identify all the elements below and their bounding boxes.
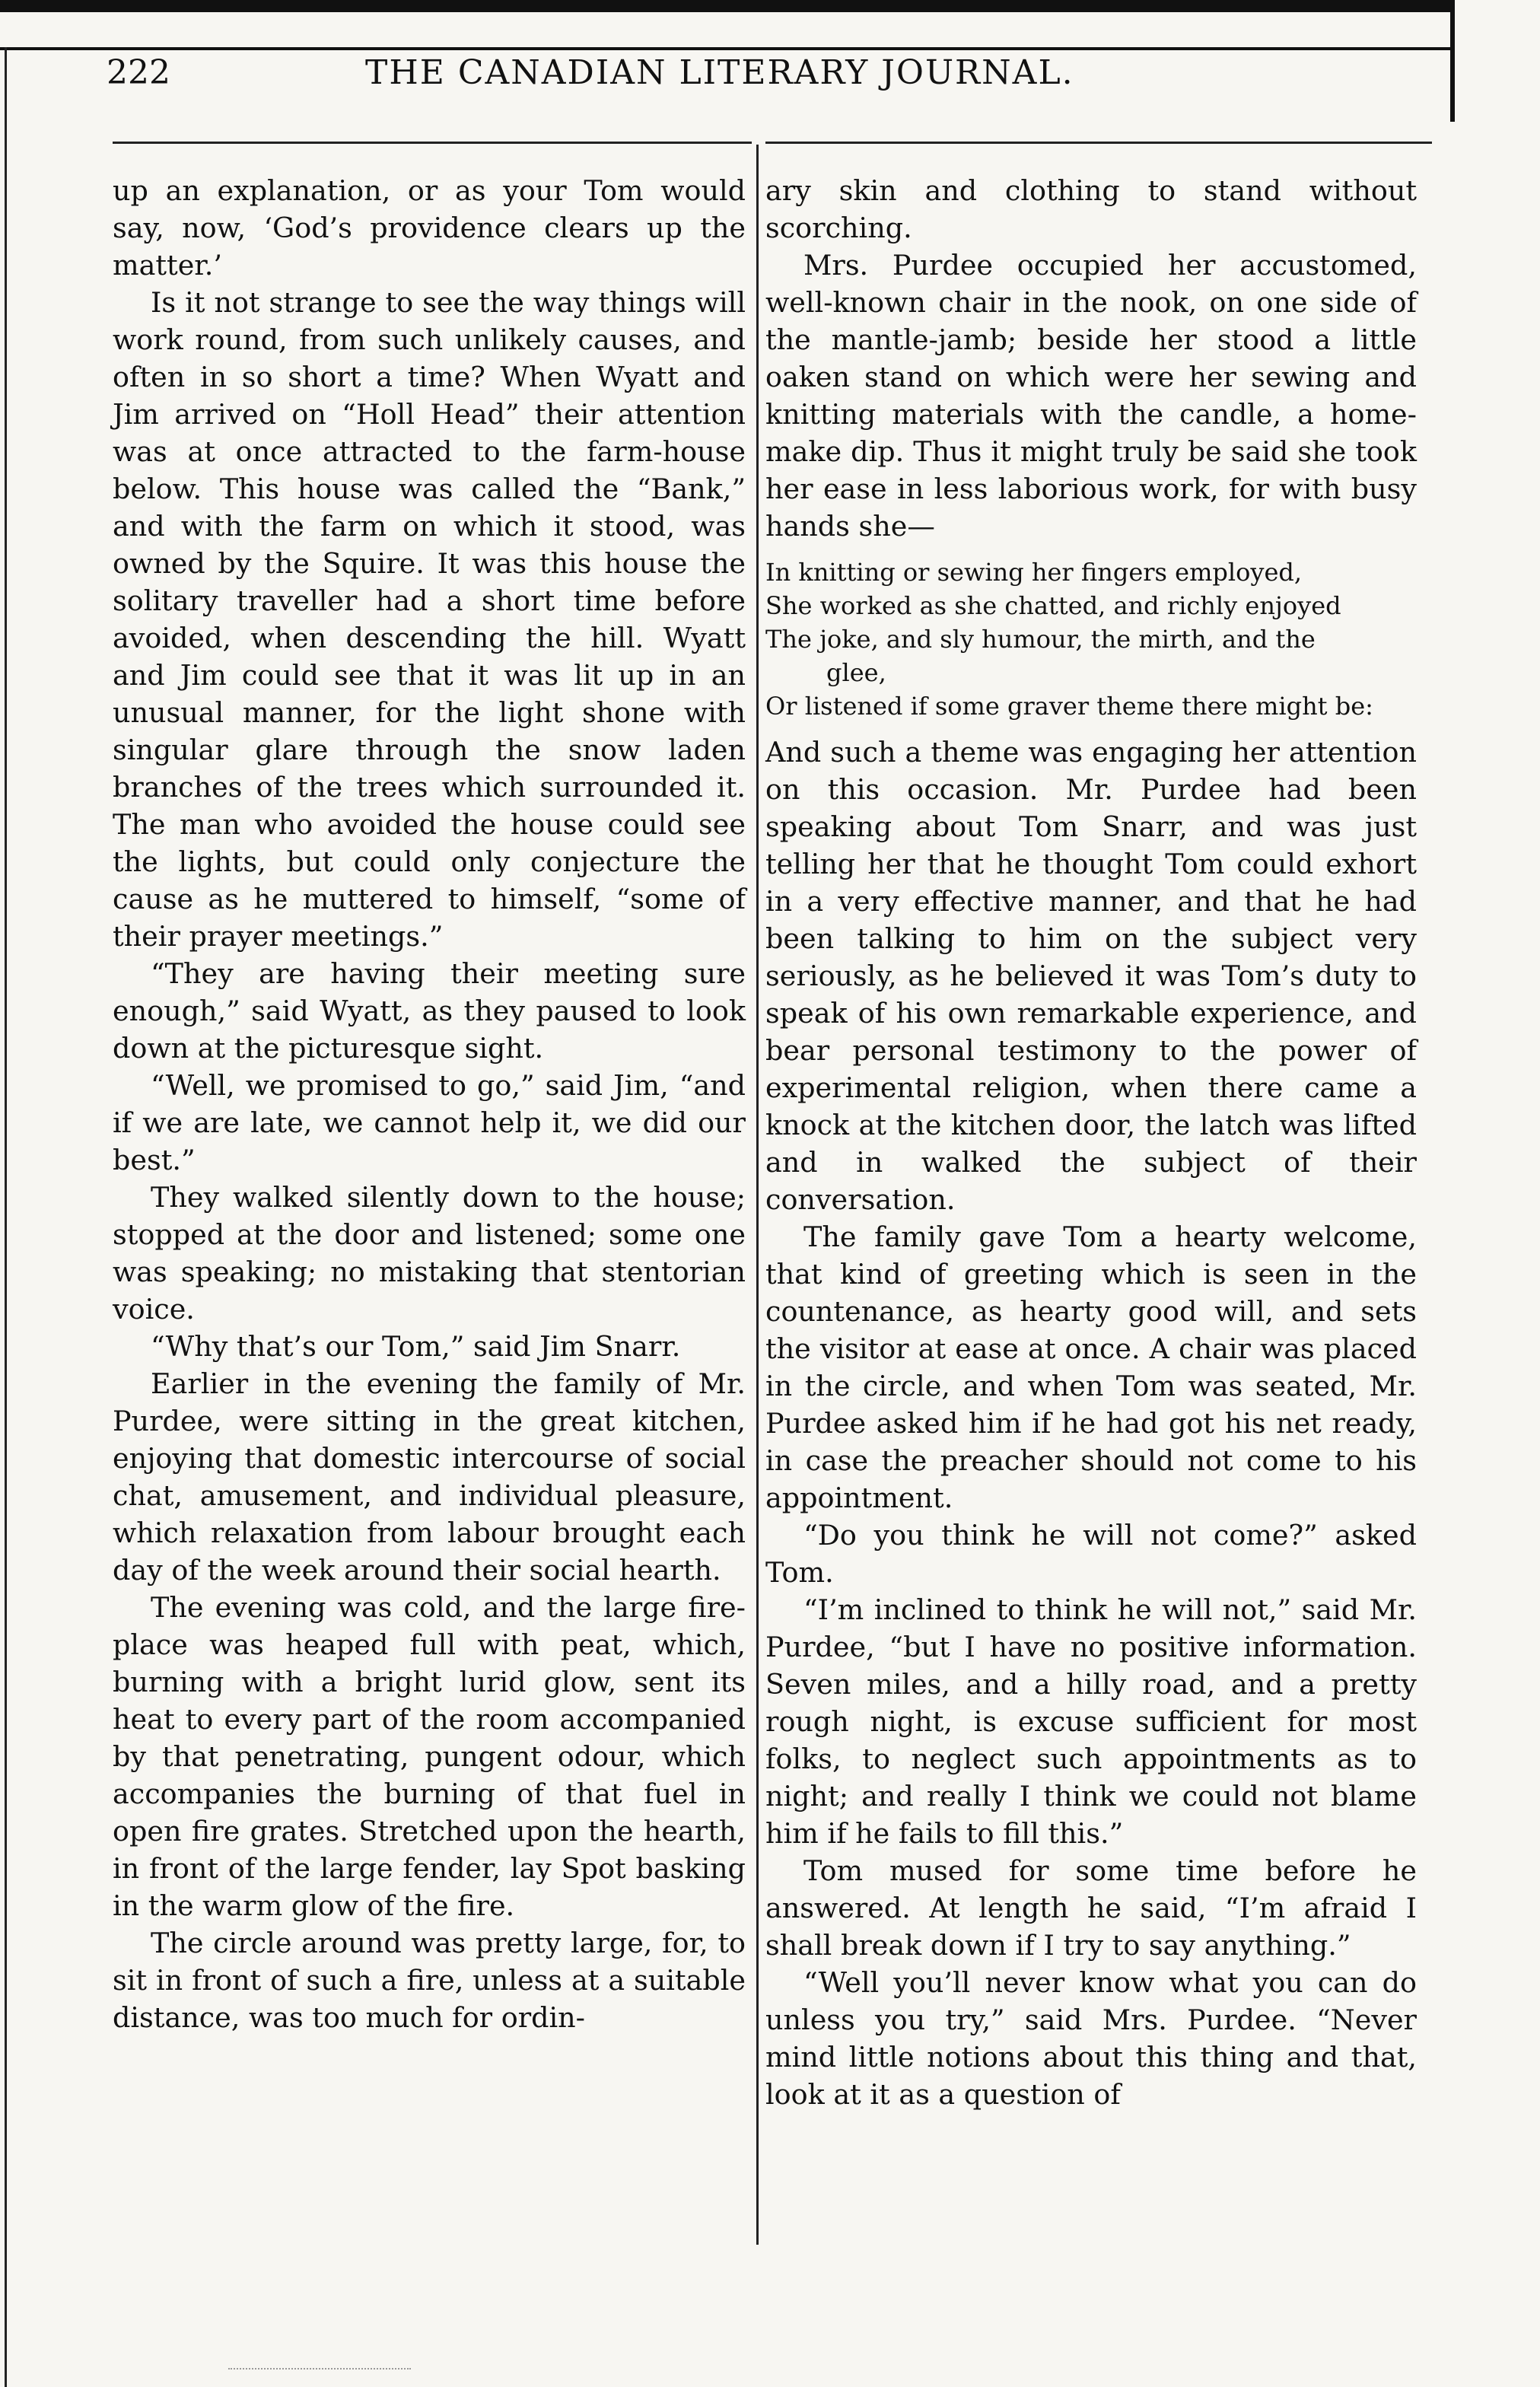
paragraph: ary skin and clothing to stand without scorching.	[765, 174, 1417, 244]
journal-title: THE CANADIAN LITERARY JOURNAL.	[365, 53, 1074, 92]
paragraph: Mrs. Purdee occupied her accustomed, well-known chair in the nook, on one side of the mantle-jamb; beside her stood a little oaken stand on which were her sewing and knitting materials with the candle, a home-make dip. Thus it might truly be said she took her ease in less laborious work, for with busy hands she—	[765, 249, 1417, 543]
verse-line: glee,	[826, 658, 886, 687]
page-number: 222	[107, 53, 170, 92]
paragraph: “Why that’s our Tom,” said Jim Snarr.	[151, 1330, 681, 1363]
paragraph: Tom mused for some time before he answered. At length he said, “I’m afraid I shall break down if I try to say anything.”	[765, 1854, 1417, 1962]
verse-line: In knitting or sewing her fingers employed,	[765, 558, 1303, 587]
paragraph: And such a theme was engaging her attention on this occasion. Mr. Purdee had been speaking about Tom Snarr, and was just telling her that he thought Tom could exhort in a very effective manner, and that he had been talking to him on the subject very seriously, as he believed it was Tom’s duty to speak of his own remarkable experience, and bear personal testimony to the power of experimental religion, when there came a knock at the kitchen door, the latch was lifted and in walked the subject of their conversation.	[765, 736, 1417, 1216]
running-header	[107, 53, 1430, 99]
paragraph: “I’m inclined to think he will not,” said Mr. Purdee, “but I have no positive information. Seven miles, and a hilly road, and a pretty rough night, is excuse sufficient for most folks, to neglect such appointments as to night; and really I think we could not blame him if he fails to fill this.”	[765, 1593, 1417, 1850]
header-rule	[0, 47, 1453, 50]
paragraph: “Well, we promised to go,” said Jim, “and if we are late, we cannot help it, we did our best.”	[113, 1069, 746, 1176]
page-right-edge	[1450, 0, 1455, 122]
paragraph: “They are having their meeting sure enough,” said Wyatt, as they paused to look down at the picturesque sight.	[113, 957, 746, 1065]
paragraph: They walked silently down to the house; stopped at the door and listened; some one was speaking; no mistaking that stentorian voice.	[113, 1181, 746, 1326]
right-column	[765, 172, 1417, 2113]
paragraph: Is it not strange to see the way things will work round, from such unlikely causes, and often in so short a time? When Wyatt and Jim arrived on “Holl Head” their attention was at once attracted to the farm-house below. This house was called the “Bank,” and with the farm on which it stood, was owned by the Squire. It was this house the solitary traveller had a short time before avoided, when descending the hill. Wyatt and Jim could see that it was lit up in an unusual manner, for the light shone with singular glare through the snow laden branches of the trees which surrounded it. The man who avoided the house could see the lights, but could only conjecture the cause as he muttered to himself, “some of their prayer meetings.”	[113, 286, 746, 953]
right-column-rule	[765, 142, 1432, 144]
verse-line: She worked as she chatted, and richly enjoyed	[765, 591, 1341, 620]
footer-mark	[228, 2368, 411, 2374]
page-left-edge	[5, 47, 7, 2387]
paragraph: up an explanation, or as your Tom would say, now, ‘God’s providence clears up the matter.’	[113, 174, 746, 282]
paragraph: “Well you’ll never know what you can do unless you try,” said Mrs. Purdee. “Never mind little notions about this thing and that, look at it as a question of	[765, 1966, 1417, 2111]
left-column-rule	[113, 142, 752, 144]
left-column	[113, 172, 746, 2036]
verse-block	[765, 555, 1417, 723]
top-border-rule	[0, 0, 1453, 12]
column-divider	[756, 145, 759, 2245]
paragraph: Earlier in the evening the family of Mr. Purdee, were sitting in the great kitchen, enjoying that domestic intercourse of social chat, amusement, and individual pleasure, which relaxation from labour brought each day of the week around their social hearth.	[113, 1367, 746, 1587]
paragraph: “Do you think he will not come?” asked Tom.	[765, 1519, 1417, 1589]
paragraph: The circle around was pretty large, for, to sit in front of such a fire, unless at a suitable distance, was too much for ordin-	[113, 1927, 746, 2034]
paragraph: The family gave Tom a hearty welcome, that kind of greeting which is seen in the countenance, as hearty good will, and sets the visitor at ease at once. A chair was placed in the circle, and when Tom was seated, Mr. Purdee asked him if he had got his net ready, in case the preacher should not come to his appointment.	[765, 1221, 1417, 1514]
verse-line: Or listened if some graver theme there might be:	[765, 692, 1373, 721]
paragraph: The evening was cold, and the large fire-place was heaped full with peat, which, burning with a bright lurid glow, sent its heat to every part of the room accompanied by that penetrating, pungent odour, which accompanies the burning of that fuel in open fire grates. Stretched upon the hearth, in front of the large fender, lay Spot basking in the warm glow of the fire.	[113, 1591, 746, 1922]
verse-line: The joke, and sly humour, the mirth, and the	[765, 625, 1316, 654]
